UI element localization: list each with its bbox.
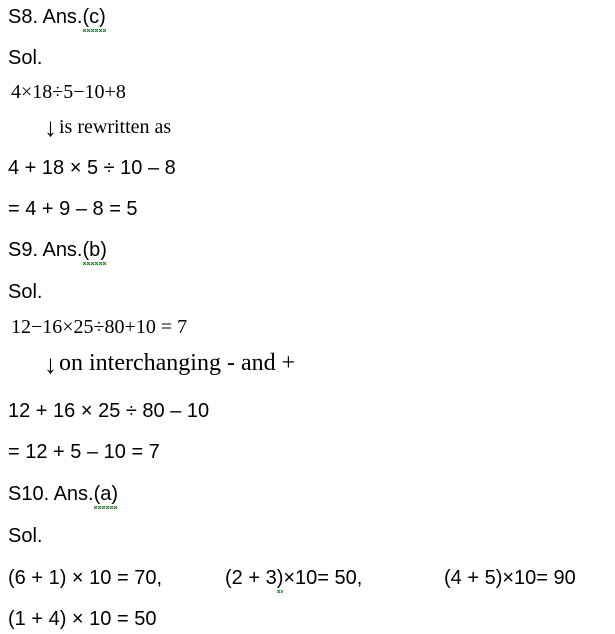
s8-result: = 4 + 9 – 8 = 5 xyxy=(8,198,138,220)
s10-equation-2-suffix: ×10= 50, xyxy=(283,567,363,589)
s8-expression: 4×18÷5−10+8 xyxy=(11,81,126,103)
s10-equation-2-paren: ) xyxy=(276,567,284,589)
s8-answer-option: (c) xyxy=(82,6,106,28)
down-arrow-icon: ↓ xyxy=(44,113,57,142)
s8-rewrite-note xyxy=(44,113,171,142)
s10-sol-label: Sol. xyxy=(8,525,43,547)
s9-rewritten-expression: 12 + 16 × 25 ÷ 80 – 10 xyxy=(8,400,210,422)
s9-interchange-note xyxy=(44,349,295,379)
s10-equation-3: (4 + 5)×10= 90 xyxy=(444,567,576,589)
s10-answer-option: (a) xyxy=(93,483,119,505)
s10-equation-1: (6 + 1) × 10 = 70, xyxy=(8,567,162,589)
s8-sol-label: Sol. xyxy=(8,47,43,69)
s9-sol-label: Sol. xyxy=(8,281,43,303)
s10-equation-4: (1 + 4) × 10 = 50 xyxy=(8,608,157,630)
s8-answer-prefix: S8. Ans. xyxy=(8,6,83,28)
s8-rewritten-expression: 4 + 18 × 5 ÷ 10 – 8 xyxy=(8,157,176,179)
s10-answer-prefix: S10. Ans. xyxy=(8,483,94,505)
s10-equation-2 xyxy=(225,566,362,590)
s8-note-text: is rewritten as xyxy=(59,116,172,138)
s9-answer-heading xyxy=(8,238,107,262)
s9-answer-option: (b) xyxy=(82,239,107,261)
s9-expression: 12−16×25÷80+10 = 7 xyxy=(11,316,188,338)
s10-equation-2-prefix: (2 + 3 xyxy=(225,567,277,589)
s9-note-text: on interchanging - and + xyxy=(59,350,296,376)
s9-answer-prefix: S9. Ans. xyxy=(8,239,83,261)
s10-answer-heading xyxy=(8,482,118,506)
s9-result: = 12 + 5 – 10 = 7 xyxy=(8,441,160,463)
s8-answer-heading xyxy=(8,5,106,29)
down-arrow-icon: ↓ xyxy=(44,350,57,379)
